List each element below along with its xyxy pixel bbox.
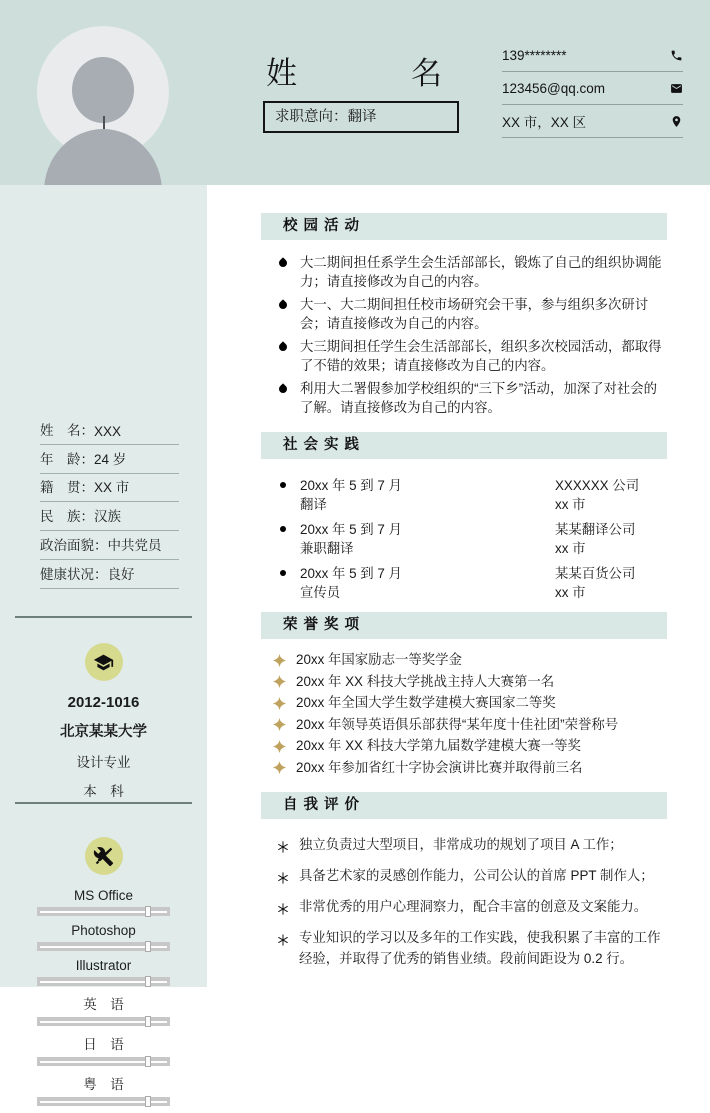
bullet-cell (261, 254, 300, 291)
asterisk-bullet-icon (277, 903, 289, 915)
practice-role: 翻译 (300, 497, 327, 512)
bullet-cell (261, 338, 300, 375)
practice-item (261, 564, 667, 602)
campus-activity-text: 利用大二署假参加学校组织的“三下乡”活动，加深了对社会的了解。请直接修改为自己的内容。 (300, 381, 658, 415)
skill-label: 日 语 (83, 1037, 124, 1052)
name-char-left: 姓 (266, 56, 297, 91)
education-badge (85, 643, 123, 681)
section-title-honors: 荣誉奖项 (261, 612, 667, 639)
honor-text: 20xx 年 XX 科技大学第九届数学建模大赛一等奖 (296, 738, 581, 753)
slider-thumb[interactable] (145, 1096, 151, 1107)
bullet-cell (261, 865, 299, 890)
practice-company: XXXXXX 公司 (555, 478, 640, 493)
bullet-cell (261, 896, 299, 921)
droplet-bullet-icon (277, 383, 288, 394)
education-school: 北京某某大学 (60, 724, 147, 740)
profile-field-value: 24 岁 (94, 451, 127, 467)
practice-left-column (300, 564, 555, 602)
practice-right-column (555, 520, 667, 558)
bullet-cell (261, 654, 296, 667)
graduation-cap-icon (93, 652, 114, 673)
practice-right-column (555, 476, 667, 514)
bullet-cell (261, 761, 296, 774)
skill-item (0, 888, 207, 916)
practice-item (261, 476, 667, 514)
profile-field-row (40, 474, 179, 503)
four-point-star-icon (273, 654, 286, 667)
campus-activity-text: 大三期间担任学生会生活部部长，组织多次校园活动，都取得了不错的效果；请直接修改为自己的内容。 (300, 339, 662, 373)
practice-period: 20xx 年 5 到 7 月 (300, 522, 402, 537)
honor-text: 20xx 年全国大学生数学建模大赛国家二等奖 (296, 695, 556, 710)
practice-city: xx 市 (555, 541, 586, 556)
honor-text: 20xx 年 XX 科技大学挑战主持人大赛第一名 (296, 673, 555, 689)
slider-thumb[interactable] (145, 1056, 151, 1067)
job-intent-label: 求职意向：翻译 (275, 109, 377, 125)
bullet-cell (261, 380, 300, 417)
sidebar-divider (15, 616, 192, 618)
slider-thumb[interactable] (145, 906, 151, 917)
self-evaluation-text: 专业知识的学习以及多年的工作实践，使我积累了丰富的工作经验，并取得了优秀的销售业绩。段前间距设为 0.2 行。 (299, 930, 661, 966)
profile-field-label: 姓 名： (40, 422, 94, 438)
campus-activity-item (261, 296, 667, 333)
profile-field-label: 政治面貌： (40, 537, 108, 553)
honor-item (261, 675, 667, 690)
profile-field-label: 民 族： (40, 509, 94, 525)
skill-level-slider[interactable] (37, 1057, 170, 1066)
profile-field-value: 良好 (107, 566, 135, 582)
section-title-campus: 校园活动 (261, 213, 667, 240)
skill-item (0, 958, 207, 986)
practice-company: 某某百货公司 (555, 566, 636, 581)
asterisk-bullet-icon (277, 841, 289, 853)
profile-field-label: 籍 贯： (40, 480, 94, 496)
asterisk-bullet-icon (277, 872, 289, 884)
sidebar-divider (15, 802, 192, 804)
profile-field-row (40, 445, 179, 474)
practice-left-column (300, 520, 555, 558)
practice-role: 兼职翻译 (300, 541, 354, 556)
asterisk-bullet-icon (277, 934, 289, 946)
skill-label: 粤 语 (83, 1077, 124, 1092)
skill-level-slider[interactable] (37, 942, 170, 951)
skill-item (0, 1073, 207, 1106)
bullet-cell (261, 834, 299, 859)
four-point-star-icon (273, 718, 286, 731)
honor-item (261, 761, 667, 776)
four-point-star-icon (273, 697, 286, 710)
main-content (207, 185, 710, 987)
tools-icon (93, 846, 114, 867)
avatar-head-silhouette (72, 57, 134, 123)
self-evaluation-list (261, 834, 667, 969)
education-block (0, 643, 207, 800)
profile-field-row (40, 560, 179, 589)
slider-thumb[interactable] (145, 1016, 151, 1027)
sidebar (0, 185, 207, 1092)
practice-period: 20xx 年 5 到 7 月 (300, 478, 402, 493)
contact-block (502, 39, 683, 138)
campus-activities-list (261, 254, 667, 417)
skill-label: MS Office (73, 888, 134, 903)
honor-item (261, 739, 667, 754)
skill-label: Illustrator (75, 958, 132, 973)
profile-field-label: 健康状况： (40, 566, 108, 582)
campus-activity-text: 大一、大二期间担任校市场研究会干事，参与组织多次研讨会；请直接修改为自己的内容。 (300, 297, 649, 331)
self-evaluation-text: 具备艺术家的灵感创作能力，公司公认的首席 PPT 制作人； (299, 868, 654, 883)
bullet-cell (261, 697, 296, 710)
skill-level-slider[interactable] (37, 1017, 170, 1026)
section-title-self-eval: 自我评价 (261, 792, 667, 819)
skill-label: 英 语 (83, 997, 124, 1012)
skills-badge (85, 837, 123, 875)
honor-item (261, 653, 667, 668)
profile-field-value: XXX (94, 423, 122, 439)
skills-list (0, 888, 207, 1106)
slider-thumb[interactable] (145, 941, 151, 952)
phone-number: 139******** (502, 47, 567, 63)
slider-thumb[interactable] (145, 976, 151, 987)
phone-icon (670, 49, 683, 62)
social-practice-list (261, 476, 667, 602)
skill-item (0, 1033, 207, 1066)
practice-item (261, 520, 667, 558)
dot-bullet-icon (280, 482, 286, 488)
skill-level-slider[interactable] (37, 977, 170, 986)
location-text: XX 市，XX 区 (502, 115, 587, 130)
bullet-cell (261, 718, 296, 731)
profile-field-value: 中共党员 (107, 537, 162, 553)
four-point-star-icon (273, 675, 286, 688)
dot-bullet-icon (280, 526, 286, 532)
skill-label: Photoshop (71, 923, 136, 938)
profile-field-row (40, 531, 179, 560)
self-evaluation-item (261, 927, 667, 969)
bullet-cell (261, 927, 299, 969)
bullet-cell (261, 740, 296, 753)
profile-field-value: XX 市 (94, 480, 130, 496)
education-period: 2012-1016 (67, 694, 140, 711)
dot-bullet-icon (280, 570, 286, 576)
honor-text: 20xx 年国家励志一等奖学金 (296, 652, 462, 667)
section-title-practice: 社会实践 (261, 432, 667, 459)
name-char-right: 名 (411, 56, 442, 91)
honors-list (261, 653, 667, 775)
bullet-cell (261, 476, 300, 514)
honor-item (261, 696, 667, 711)
four-point-star-icon (273, 761, 286, 774)
avatar (37, 26, 169, 158)
practice-role: 宣传员 (300, 585, 341, 600)
mail-icon (670, 82, 683, 95)
self-evaluation-text: 独立负责过大型项目，非常成功的规划了项目 A 工作； (299, 837, 623, 852)
skill-level-slider[interactable] (37, 907, 170, 916)
bullet-cell (261, 296, 300, 333)
bullet-cell (261, 675, 296, 688)
practice-city: xx 市 (555, 585, 586, 600)
bullet-cell (261, 520, 300, 558)
location-icon (670, 115, 683, 128)
page-title (266, 48, 442, 93)
practice-left-column (300, 476, 555, 514)
education-degree: 本 科 (83, 784, 124, 799)
campus-activity-item (261, 254, 667, 291)
contact-row-location (502, 105, 683, 138)
droplet-bullet-icon (277, 299, 288, 310)
droplet-bullet-icon (277, 257, 288, 268)
skill-item (0, 993, 207, 1026)
contact-row-email (502, 72, 683, 105)
practice-city: xx 市 (555, 497, 586, 512)
honor-text: 20xx 年参加省红十字协会演讲比赛并取得前三名 (296, 759, 583, 775)
honor-text: 20xx 年领导英语俱乐部获得“某年度十佳社团”荣誉称号 (296, 716, 619, 732)
profile-fields (40, 416, 179, 589)
self-evaluation-text: 非常优秀的用户心理洞察力，配合丰富的创意及文案能力。 (299, 899, 648, 914)
campus-activity-item (261, 338, 667, 375)
self-evaluation-item (261, 896, 667, 921)
practice-period: 20xx 年 5 到 7 月 (300, 566, 402, 581)
self-evaluation-item (261, 834, 667, 859)
job-intent-box (263, 101, 459, 133)
profile-field-row (40, 416, 179, 445)
practice-company: 某某翻译公司 (555, 522, 636, 537)
campus-activity-item (261, 380, 667, 417)
profile-field-row (40, 502, 179, 531)
email-address: 123456@qq.com (502, 80, 606, 96)
education-major: 设计专业 (76, 755, 131, 770)
four-point-star-icon (273, 740, 286, 753)
profile-field-value: 汉族 (94, 509, 121, 525)
droplet-bullet-icon (277, 341, 288, 352)
skill-item (0, 923, 207, 951)
honor-item (261, 718, 667, 733)
contact-row-phone (502, 39, 683, 72)
header (0, 0, 710, 185)
profile-field-label: 年 龄： (40, 451, 94, 467)
self-evaluation-item (261, 865, 667, 890)
skill-level-slider[interactable] (37, 1097, 170, 1106)
bullet-cell (261, 564, 300, 602)
campus-activity-text: 大二期间担任系学生会生活部部长，锻炼了自己的组织协调能力；请直接修改为自己的内容。 (300, 255, 662, 289)
practice-right-column (555, 564, 667, 602)
skills-block (0, 837, 207, 1113)
